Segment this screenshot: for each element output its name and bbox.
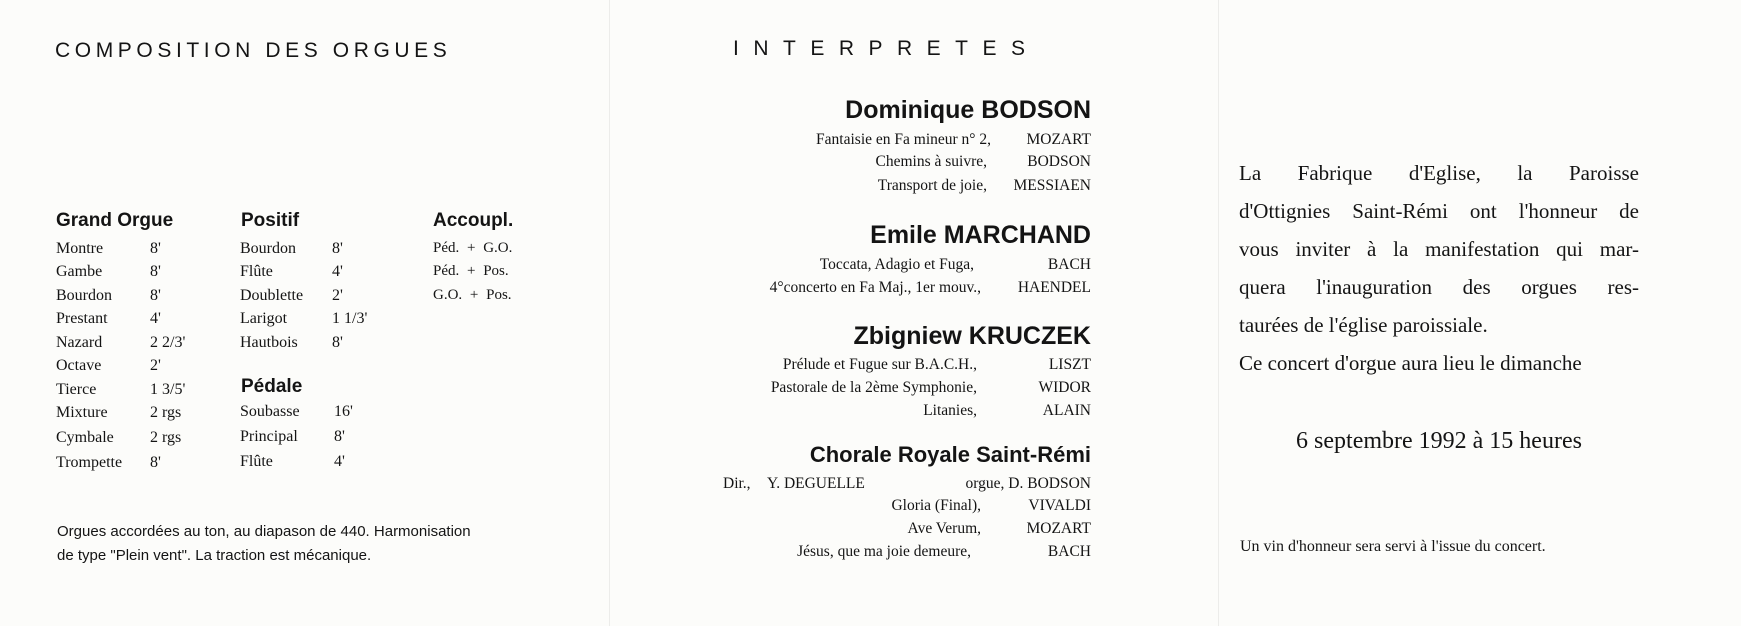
tuning-note-line: de type "Plein vent". La traction est mécanique. (57, 547, 372, 564)
interpretes-title: INTERPRETES (733, 37, 1040, 60)
stop-value: 2' (150, 357, 161, 374)
stop-name: Flûte (240, 453, 273, 470)
positif-heading: Positif (241, 210, 300, 231)
concert-line: Ce concert d'orgue aura lieu le dimanche (1239, 351, 1582, 375)
accoupl-heading: Accoupl. (433, 210, 514, 231)
invitation-line: quera l'inauguration des orgues res- (1239, 275, 1639, 299)
piece-composer: HAENDEL (1017, 279, 1091, 296)
piece-composer: MOZART (1026, 520, 1091, 537)
stop-name: Octave (56, 357, 102, 374)
piece-title: Toccata, Adagio et Fuga, (819, 256, 974, 273)
piece-title: Pastorale de la 2ème Symphonie, (770, 379, 977, 396)
organ-composition-title: COMPOSITION DES ORGUES (55, 39, 452, 62)
piece-composer: MOZART (1026, 131, 1091, 148)
choir-director: Y. DEGUELLE (767, 475, 865, 492)
piece-title: Chemins à suivre, (875, 153, 987, 170)
piece-title: Prélude et Fugue sur B.A.C.H., (782, 356, 977, 373)
coupler-item: Péd. + G.O. (433, 240, 513, 256)
stop-value: 8' (332, 334, 343, 351)
piece-composer: WIDOR (1038, 379, 1091, 396)
stop-name: Larigot (240, 310, 288, 327)
performer-name: Emile MARCHAND (870, 221, 1091, 249)
piece-title: Litanies, (923, 402, 977, 419)
stop-name: Soubasse (240, 403, 300, 420)
choir-organist: orgue, D. BODSON (965, 475, 1091, 492)
choir-name: Chorale Royale Saint-Rémi (809, 442, 1091, 467)
piece-title: Ave Verum, (907, 520, 981, 537)
stop-name: Mixture (56, 404, 108, 421)
invitation-line: vous inviter à la manifestation qui mar- (1239, 237, 1639, 261)
stop-value: 4' (150, 310, 161, 327)
stop-name: Cymbale (56, 429, 114, 446)
stop-value: 2 rgs (150, 429, 182, 446)
performer-name: Zbigniew KRUCZEK (853, 322, 1091, 350)
stop-value: 8' (150, 454, 161, 471)
piece-title: Fantaisie en Fa mineur n° 2, (816, 131, 991, 148)
stop-value: 2 rgs (150, 404, 182, 421)
fold-line-left (609, 0, 610, 626)
stop-name: Montre (56, 240, 104, 257)
stop-value: 1 3/5' (150, 381, 186, 398)
stop-name: Principal (240, 428, 298, 445)
piece-composer: BACH (1047, 543, 1091, 560)
stop-value: 2' (332, 287, 343, 304)
stop-name: Prestant (56, 310, 108, 327)
piece-title: Jésus, que ma joie demeure, (797, 543, 971, 560)
stop-name: Flûte (240, 263, 273, 280)
pedale-heading: Pédale (241, 376, 303, 397)
stop-name: Gambe (56, 263, 103, 280)
stop-value: 8' (334, 428, 345, 445)
stop-value: 8' (150, 263, 161, 280)
grand-orgue-heading: Grand Orgue (56, 210, 174, 231)
piece-composer: ALAIN (1042, 402, 1091, 419)
stop-name: Hautbois (240, 334, 298, 351)
invitation-text (1239, 154, 1639, 382)
stop-value: 16' (334, 403, 353, 420)
piece-title: 4°concerto en Fa Maj., 1er mouv., (769, 279, 981, 296)
stop-value: 8' (150, 287, 161, 304)
piece-composer: BODSON (1027, 153, 1091, 170)
piece-composer: BACH (1047, 256, 1091, 273)
piece-composer: MESSIAEN (1013, 177, 1091, 194)
piece-composer: LISZT (1048, 356, 1091, 373)
choir-director-label: Dir., (723, 475, 751, 492)
stop-value: 4' (332, 263, 343, 280)
invitation-line: taurées de l'église paroissiale. (1239, 313, 1488, 337)
stop-name: Bourdon (56, 287, 112, 304)
invitation-line: La Fabrique d'Eglise, la Paroisse (1239, 161, 1639, 185)
piece-composer: VIVALDI (1028, 497, 1091, 514)
piece-title: Transport de joie, (877, 177, 987, 194)
stop-value: 8' (150, 240, 161, 257)
coupler-item: Péd. + Pos. (433, 263, 509, 279)
invitation-line: d'Ottignies Saint-Rémi ont l'honneur de (1239, 199, 1639, 223)
stop-name: Tierce (56, 381, 97, 398)
tuning-note (57, 520, 471, 568)
stop-value: 1 1/3' (332, 310, 368, 327)
tuning-note-line: Orgues accordées au ton, au diapason de 440. Harmonisation (57, 523, 471, 540)
stop-value: 8' (332, 240, 343, 257)
piece-title: Gloria (Final), (891, 497, 981, 514)
stop-name: Trompette (56, 454, 123, 471)
coupler-item: G.O. + Pos. (433, 287, 512, 303)
performer-name: Dominique BODSON (845, 96, 1091, 124)
stop-value: 4' (334, 453, 345, 470)
stop-name: Nazard (56, 334, 103, 351)
stop-name: Bourdon (240, 240, 296, 257)
fold-line-right (1218, 0, 1219, 626)
wine-notice: Un vin d'honneur sera servi à l'issue du concert. (1240, 538, 1546, 555)
concert-date: 6 septembre 1992 à 15 heures (1296, 428, 1582, 454)
stop-value: 2 2/3' (150, 334, 186, 351)
stop-name: Doublette (240, 287, 304, 304)
